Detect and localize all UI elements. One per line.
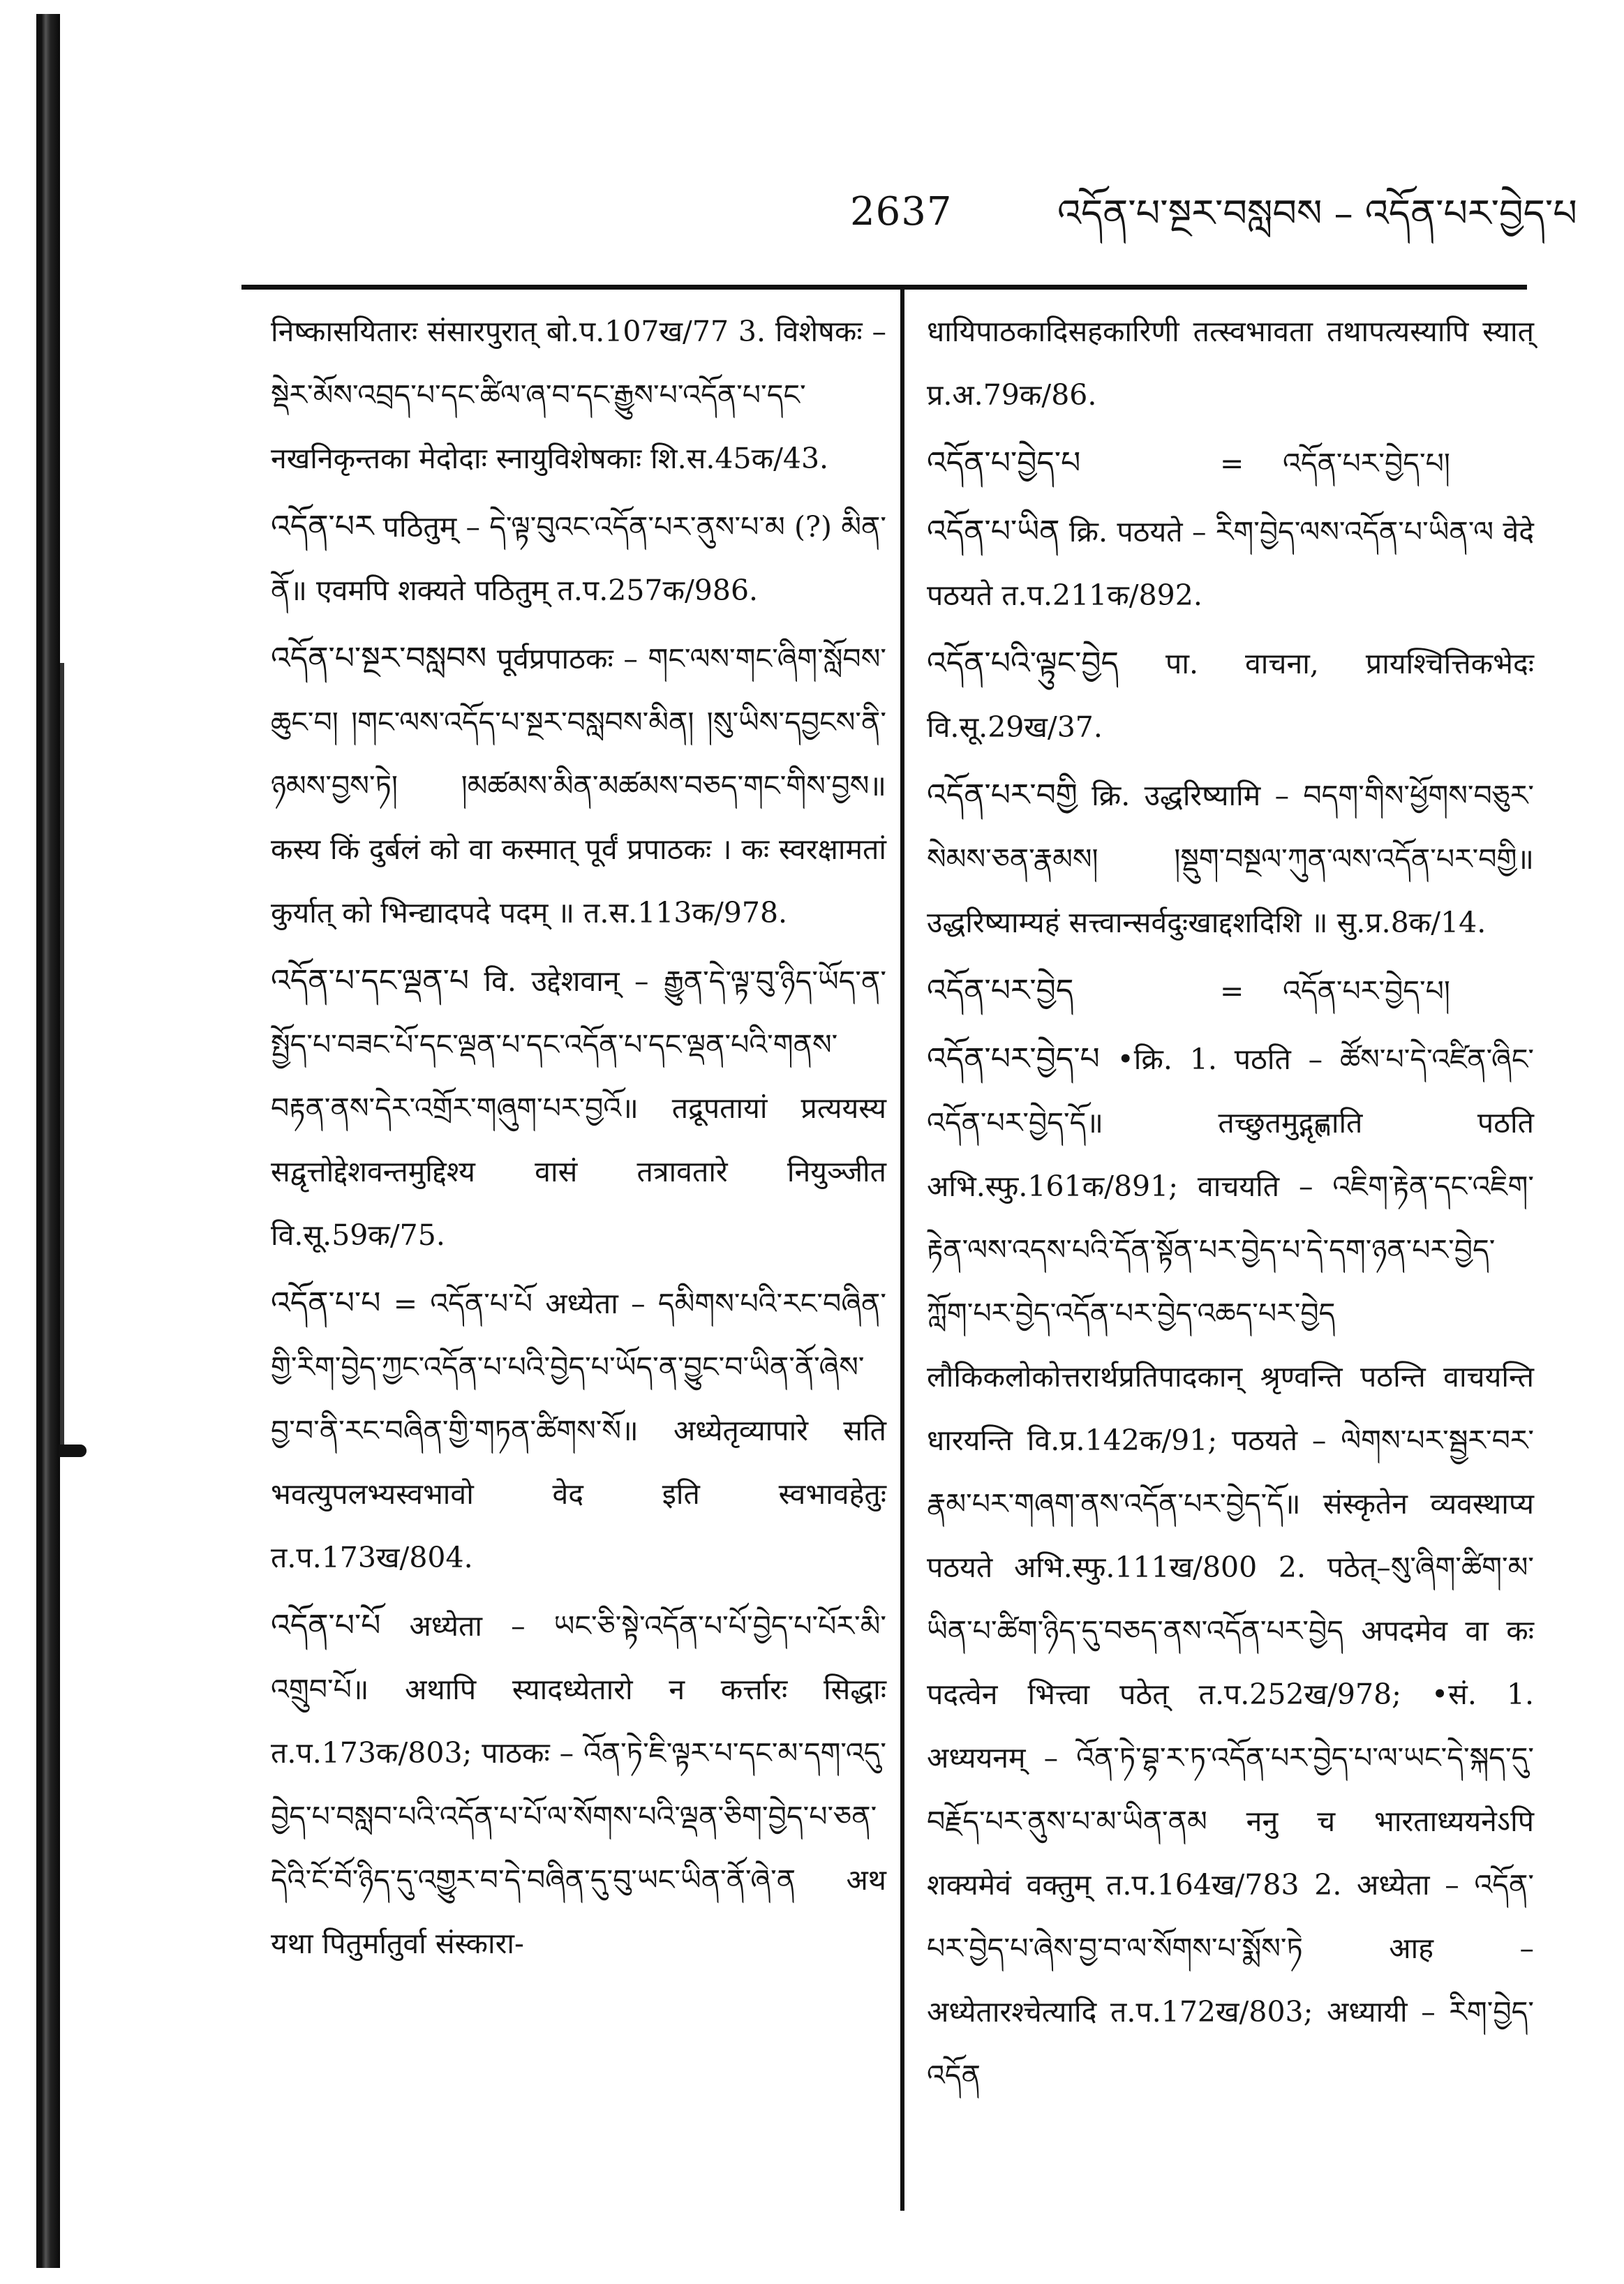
entry-headword: འདོན་པ་དང་ལྡན་པ: [271, 963, 470, 999]
entry-text: = འདོན་པ་པོ अध्येता – དམིགས་པའི་རང་བཞིན་གྱི་རིག་བྱེད་ཀྱང་འདོན་པ་པའི་བྱེད་པ་ཡོད་ན་བྱུང་བ་ཡིན་ནོ་ཞེས་བྱ་བ་ནི་རང་བཞིན་གྱི་གཏན་ཚིགས་སོ॥ अध्येतृव्यापारे सति भवत्युपलभ्यस्वभावो वेद इति स्वभावहेतुः त.प.173ख/804.: [271, 1287, 886, 1574]
entry-headword: འདོན་པ་པོ: [271, 1608, 381, 1643]
entry: [927, 959, 1534, 1023]
entry-headword: འདོན་པར་བྱེད་པ: [927, 1041, 1100, 1077]
entry-text: अध्येता – ཡང་ཅི་སྟེ་འདོན་པ་པོ་བྱེད་པ་པོར་མི་འགྲུབ་པོ॥ अथापि स्यादध्येतारो न कर्त्तारः सिद्धाः त.प.173क/803; पाठकः – འོན་ཏེ་ཇི་ལྟར་པ་དང་མ་དག་འདུ་བྱེད་པ་བསླབ་པའི་འདོན་པ་པོ་ལ་སོགས་པའི་ལྡན་ཅིག་བྱེད་པ་ཅན་དེའི་ངོ་བོ་ཉིད་དུ་འགྱུར་བ་དེ་བཞིན་དུ་བུ་ཡང་ཡིན་ནོ་ཞེ་ན अथ यथा पितुर्मातुर्वा संस्कारा-: [271, 1609, 886, 1960]
entry-text: निष्कासयितारः संसारपुरात् बो.प.107ख/77 3. विशेषकः – སྡེར་མོས་འབྲད་པ་དང་ཚིལ་ཞ་བ་དང་རྒྱུས་པ་འདོན་པ་དང་ नखनिकृन्तका मेदोदाः स्नायुविशेषकाः शि.स.45क/43.: [271, 315, 886, 475]
entry: [271, 949, 886, 1267]
entry-text: पठितुम् – དེ་ལྟ་བུའང་འདོན་པར་ནུས་པ་མ (?) མིན་ནོ॥ एवमपि शक्यते पठितुम् त.प.257क/986.: [271, 510, 886, 607]
header-rule: [241, 285, 1527, 290]
entry-headword: འདོན་པར་བྱེད: [927, 973, 1074, 1008]
entry-text: क्रि. पठयते – རིག་བྱེད་ལས་འདོན་པ་ཡིན་ལ वेदे पठयते त.प.211क/892.: [927, 515, 1534, 612]
entry-text: धायिपाठकादिसहकारिणी तत्स्वभावता तथापत्यस्यापि स्यात् प्र.अ.79क/86.: [927, 315, 1534, 412]
entry-headword: འདོན་པ་བྱེད་པ: [927, 445, 1081, 481]
left-column: [271, 300, 886, 1980]
entry-headword: འདོན་པར: [271, 509, 374, 544]
entry-headword: འདོན་པ་པ: [271, 1285, 381, 1321]
entry-text: •क्रि. 1. पठति – ཚོས་པ་དེ་འཛིན་ཞིང་འདོན་པར་བྱེད་དོ॥ तच्छुतमुद्गृह्णाति पठति अभि.स्फु.161क/891; वाचयति – འཇིག་རྟེན་དང་འཇིག་རྟེན་ལས་འདས་པའི་དོན་སྟོན་པར་བྱེད་པ་དེ་དག་ཉན་པར་བྱེད་ཀློག་པར་བྱེད་འདོན་པར་བྱེད་འཆད་པར་བྱེད लौकिकलोकोत्तरार्थप्रतिपादकान् श्रृण्वन्ति पठन्ति वाचयन्ति धारयन्ति वि.प्र.142क/91; पठयते – ལེགས་པར་སྦྱར་བར་རྣམ་པར་གཞག་ནས་འདོན་པར་བྱེད་དོ॥ संस्कृतेन व्यवस्थाप्य पठयते अभि.स्फु.111ख/800 2. पठेत्–སུ་ཞིག་ཚིག་མ་ཡིན་པ་ཚིག་ཉིད་དུ་བཅད་ནས་འདོན་པར་བྱེད अपदमेव वा कः पदत्वेन भित्त्वा पठेत् त.प.252ख/978; •सं. 1. अध्ययनम् – འོན་ཏེ་བྷ་ར་ཏ་འདོན་པར་བྱེད་པ་ལ་ཡང་དེ་སྐད་དུ་བརྗོད་པར་ནུས་པ་མ་ཡིན་ནམ ननु च भारताध्ययनेऽपि शक्यमेवं वक्तुम् त.प.164ख/783 2. अध्येता – འདོན་པར་བྱེད་པ་ཞེས་བྱ་བ་ལ་སོགས་པ་སྨོས་ཏེ आह – अध्येतारश्चेत्यादि त.प.172ख/803; अध्यायी – རིག་བྱེད་འདོན: [927, 1043, 1534, 2092]
binding-fray: [59, 1445, 87, 1457]
entry: [927, 632, 1534, 759]
right-column: [927, 300, 1534, 2112]
entry-text: འདོན་པར་བྱེད་པ།: [1283, 447, 1450, 480]
entry-headword: འདོན་པ་སྔར་བསླབས: [271, 641, 487, 676]
entry: [927, 763, 1534, 955]
entry-headword: འདོན་པའི་ལྟུང་བྱེད: [927, 645, 1119, 681]
entry-text: འདོན་པར་བྱེད་པ།: [1283, 974, 1450, 1008]
entry-headword: འདོན་པར་བགྱི: [927, 777, 1078, 813]
equals-sign: =: [1220, 974, 1244, 1008]
page-number: 2637: [850, 189, 953, 234]
entry-text: पा. वाचना, प्रायश्चित्तिकभेदः वि.सू.29ख/37.: [927, 647, 1534, 744]
entry: [271, 495, 886, 622]
running-head: འདོན་པ་སྔར་བསླབས – འདོན་པར་བྱེད་པ: [1057, 191, 1577, 235]
entry: [271, 300, 886, 491]
column-divider: [900, 285, 904, 2211]
entry: [271, 1271, 886, 1590]
entry-headword: འདོན་པ་ཡིན: [927, 514, 1060, 549]
entry: [927, 1027, 1534, 2107]
entry: [271, 627, 886, 945]
entry: [927, 300, 1534, 427]
equals-sign: =: [1220, 447, 1244, 480]
entry-text: वि. उद्देशवान् – རྒྱུན་དེ་ལྟ་བུ་ཉིད་ཡོད་ན་སྤྱོད་པ་བཟང་པོ་དང་ལྡན་པ་དང་འདོན་པ་དང་ལྡན་པའི་གནས་བརྟན་ནས་དེར་འགྲོར་གཞུག་པར་བྱའོ॥ तद्रूपतायां प्रत्ययस्य सद्वृत्तोद्देशवन्तमुद्दिश्य वासं तत्रावतारे नियुञ्जीत वि.सू.59क/75.: [271, 964, 886, 1252]
book-binding-edge: [36, 14, 60, 2268]
entry: [271, 1594, 886, 1976]
entry: [927, 431, 1534, 495]
entry-text: पूर्वप्रपाठकः – གང་ལས་གང་ཞིག་སློབས་ཆུང་བ། །གང་ལས་འདོད་པ་སྔར་བསླབས་མིན། །སུ་ཡིས་དབྱངས་ནི་ཉམས་བྱས་ཏེ། །མཚམས་མིན་མཚམས་བཅད་གང་གིས་བྱས॥ कस्य किं दुर्बलं को वा कस्मात् पूर्वं प्रपाठकः । कः स्वरक्षामतां कुर्यात् को भिन्द्यादपदे पदम् ॥ त.स.113क/978.: [271, 642, 886, 930]
entry: [927, 500, 1534, 627]
entry-text: क्रि. उद्धरिष्यामि – བདག་གིས་ཕྱོགས་བཅུར་སེམས་ཅན་རྣམས། །སྡུག་བསྔལ་ཀུན་ལས་འདོན་པར་བགྱི॥ उद्धरिष्याम्यहं सत्त्वान्सर्वदुःखाद्दशदिशि ॥ सु.प्र.8क/14.: [927, 779, 1534, 939]
binding-thread: [60, 663, 64, 1451]
